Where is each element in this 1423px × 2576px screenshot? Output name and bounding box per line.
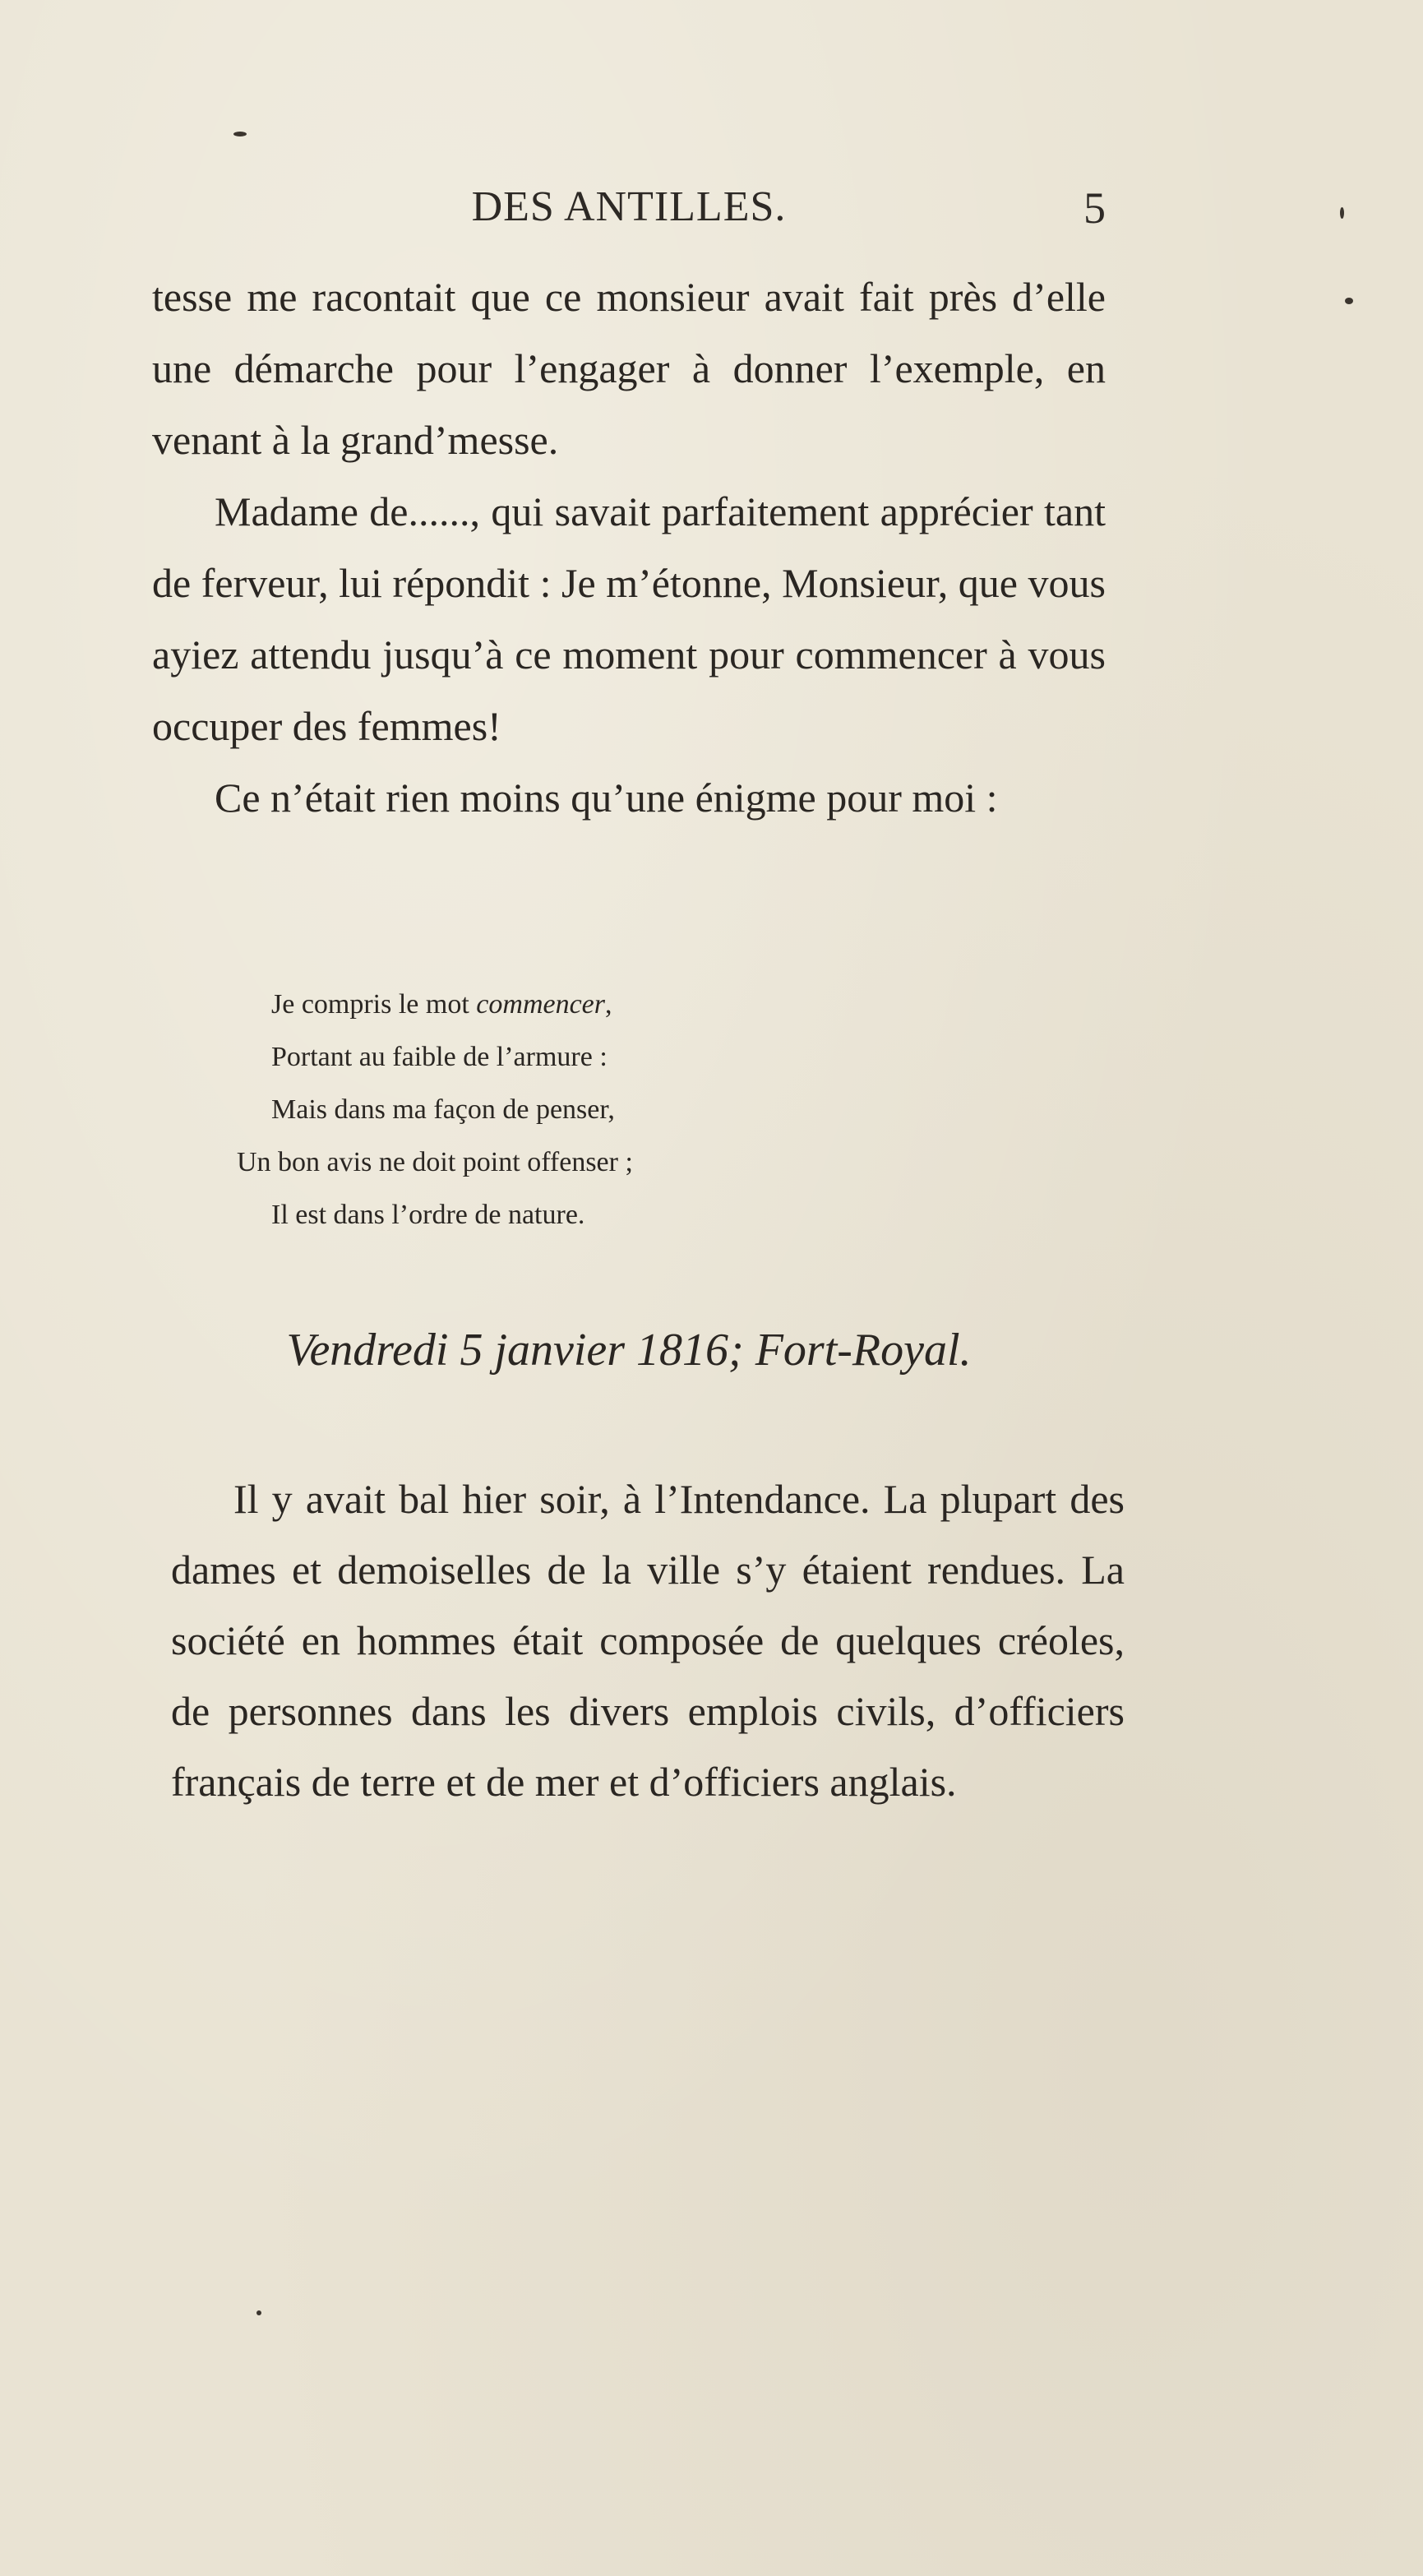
- ink-speck: [256, 2310, 261, 2315]
- paragraph-bal: Il y avait bal hier soir, à l’Intendance. La plupart des dames et demoiselles de la ville s’y étaient rendues. La société en hommes était composée de quelques créoles, de personnes dans les divers emplois civils, d’officiers français de terre et de mer et d’officiers anglais.: [171, 1476, 1125, 1805]
- verse-line-punct: ,: [605, 989, 612, 1020]
- verse-line: Mais dans ma façon de penser,: [271, 1094, 615, 1125]
- body-text-section: [171, 1464, 1125, 1817]
- verse-block: [237, 978, 633, 1242]
- paragraph-enigme: Ce n’était rien moins qu’une énigme pour moi :: [215, 775, 998, 821]
- body-text: [152, 261, 1106, 834]
- page-number: 5: [1083, 183, 1106, 233]
- ink-speck: [1340, 207, 1344, 219]
- paragraph-madame: Madame de......, qui savait parfaitement apprécier tant de ferveur, lui répondit : Je m’étonne, Monsieur, que vous ayiez attendu jusqu’à ce moment pour commencer à vous occuper des femmes!: [152, 488, 1106, 749]
- running-head: [152, 183, 1106, 240]
- section-heading: Vendredi 5 janvier 1816; Fort-Royal.: [286, 1325, 972, 1376]
- ink-speck: [233, 132, 247, 136]
- running-title: DES ANTILLES.: [471, 183, 787, 230]
- verse-line: Portant au faible de l’armure :: [271, 1042, 608, 1072]
- verse-line: [271, 978, 633, 1031]
- ink-speck: [1345, 298, 1353, 304]
- verse-line-italic: commencer: [476, 989, 605, 1020]
- verse-line: Il est dans l’ordre de nature.: [271, 1200, 585, 1230]
- verse-line-text: Je compris le mot: [271, 989, 477, 1020]
- verse-line: Un bon avis ne doit point offenser ;: [237, 1147, 633, 1177]
- paragraph-continuation: tesse me racontait que ce monsieur avait fait près d’elle une démarche pour l’engager à donner l’exemple, en venant à la grand’messe.: [152, 274, 1106, 463]
